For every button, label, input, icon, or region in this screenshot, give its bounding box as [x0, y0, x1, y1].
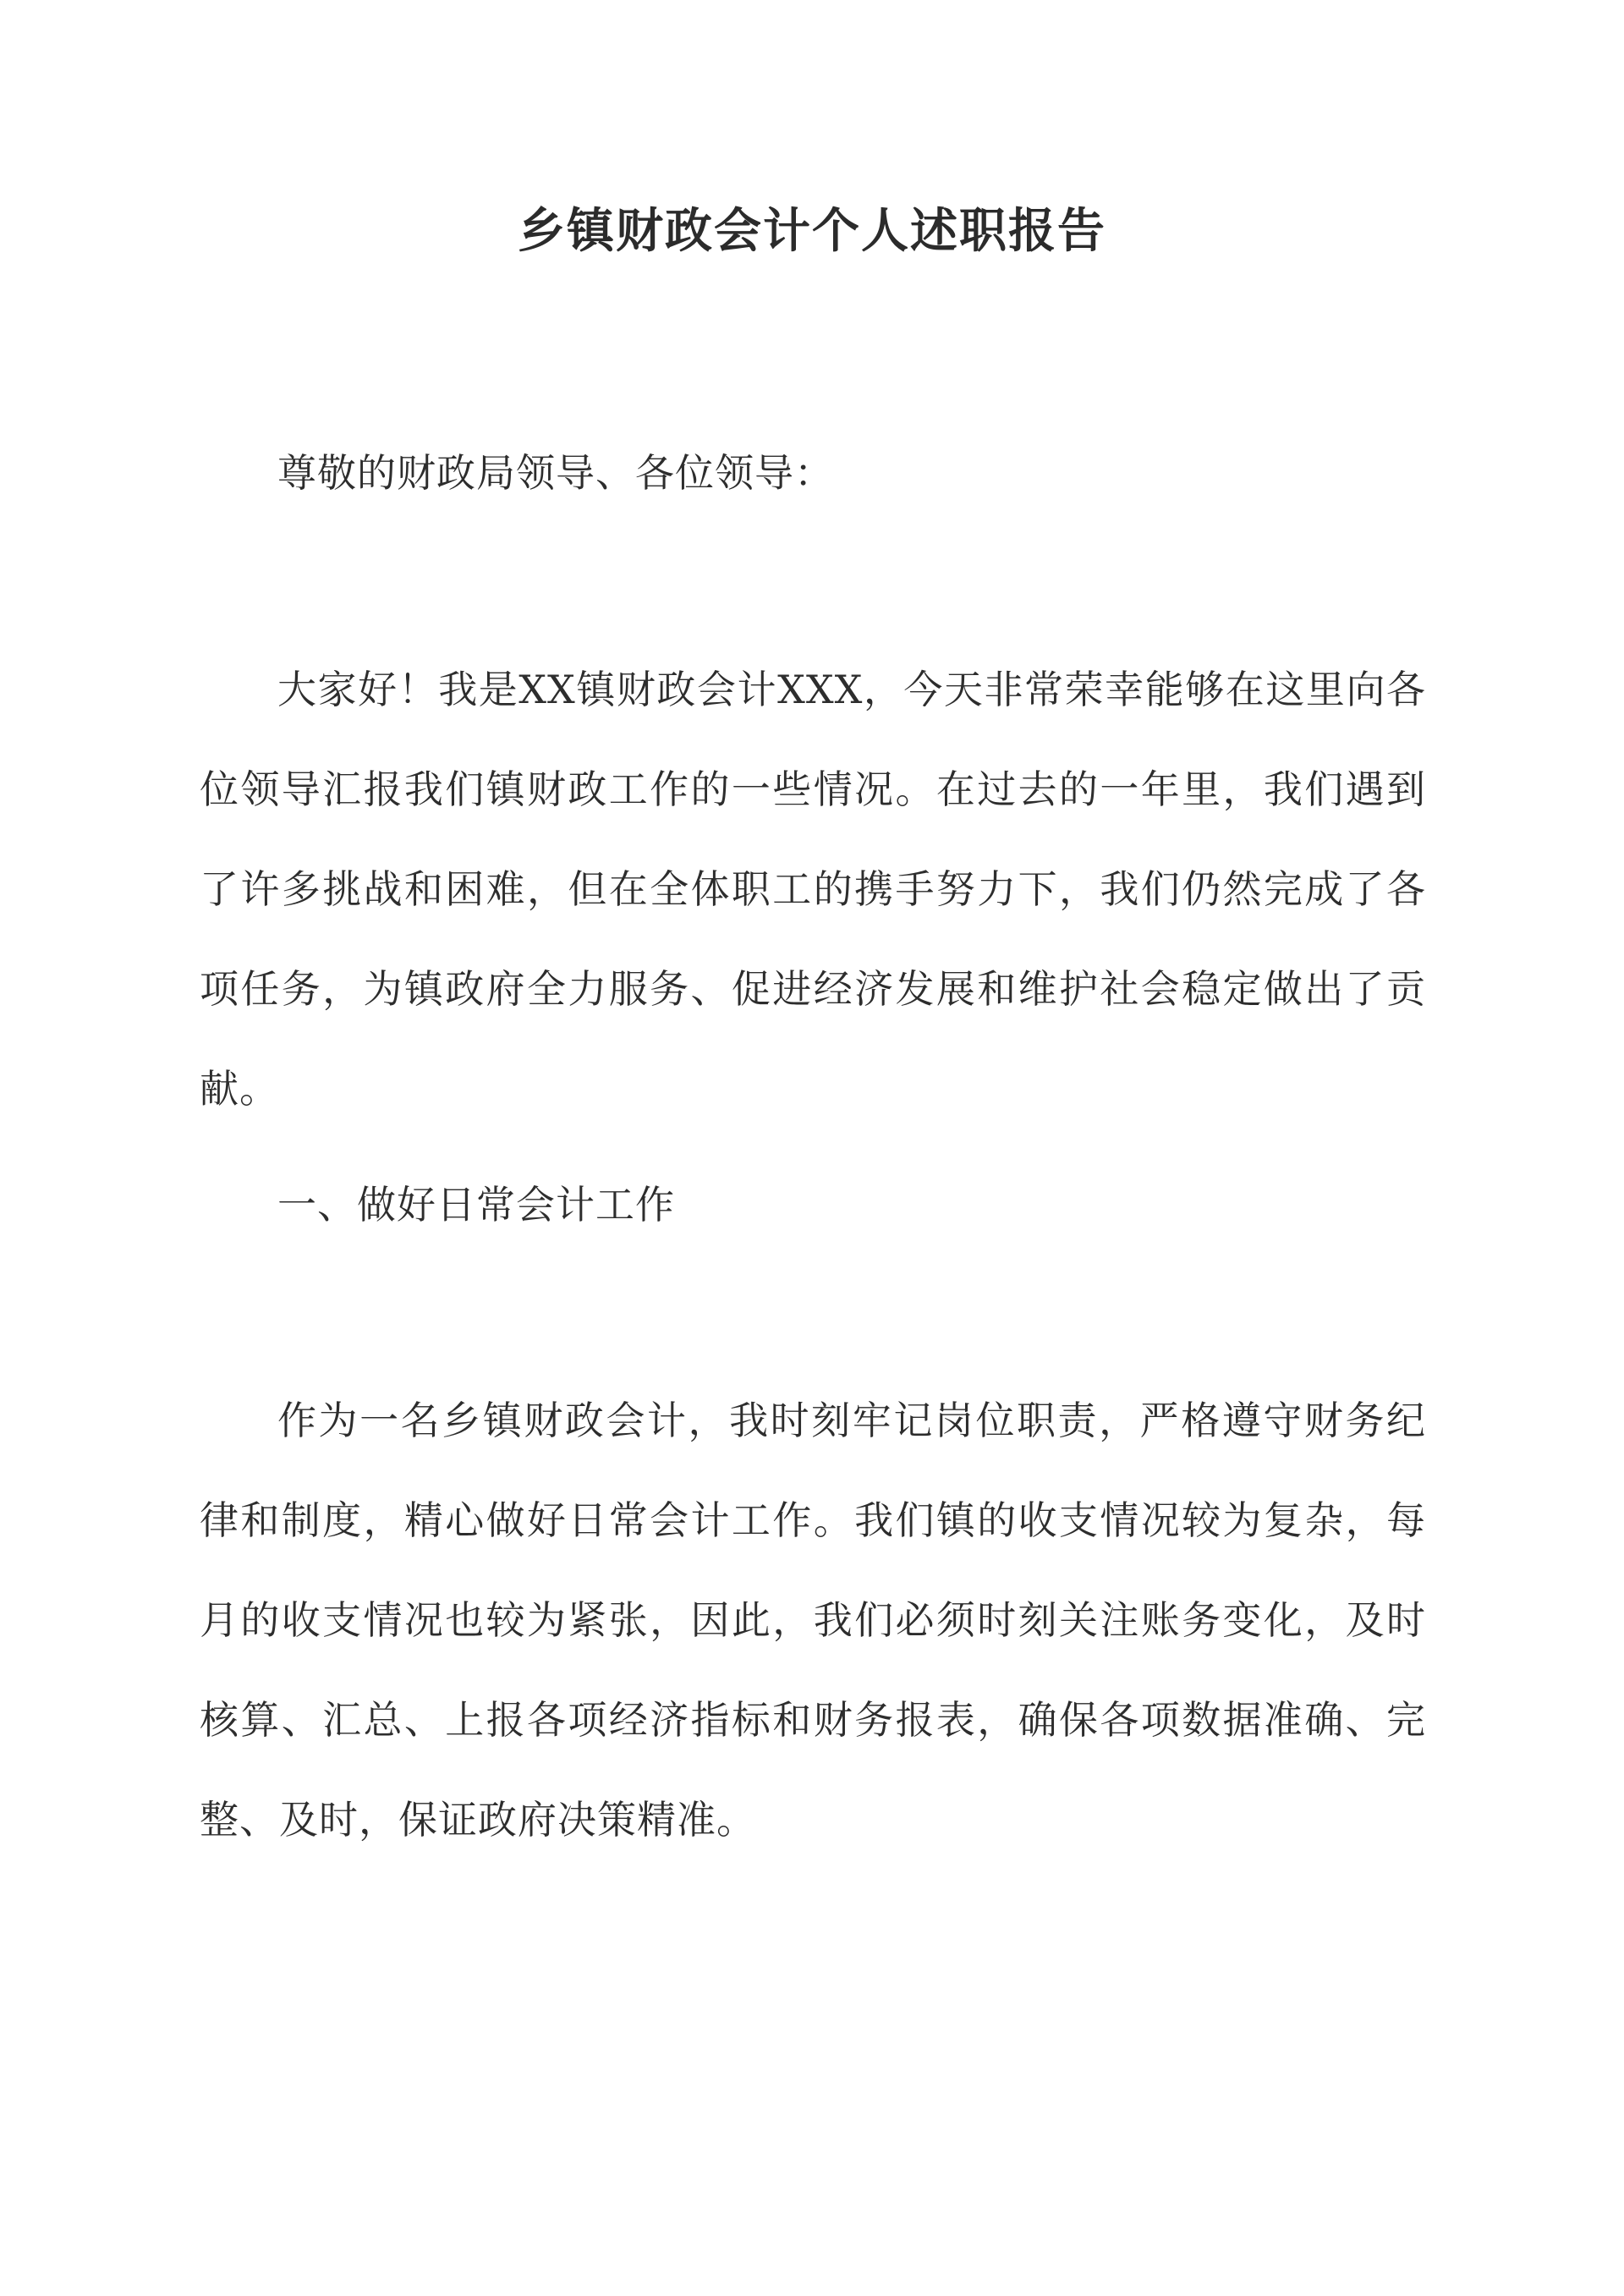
- intro-paragraph: 大家好！我是XX镇财政会计XXX，今天非常荣幸能够在这里向各位领导汇报我们镇财政工作的一些情况。在过去的一年里，我们遇到了许多挑战和困难，但在全体职工的携手努力下，我们仍然完成了各项任务，为镇政府全力服务、促进经济发展和维护社会稳定做出了贡献。: [200, 667, 1426, 1112]
- section-body-paragraph: 作为一名乡镇财政会计，我时刻牢记岗位职责，严格遵守财务纪律和制度，精心做好日常会计工作。我们镇的收支情况较为复杂，每月的收支情况也较为紧张，因此，我们必须时刻关注账务变化，及时核算、汇总、上报各项经济指标和财务报表，确保各项数据准确、完整、及时，保证政府决策精准。: [200, 1398, 1426, 1843]
- document-title: 乡镇财政会计个人述职报告: [518, 203, 1106, 259]
- greeting-paragraph: 尊敬的财政局领导、各位领导：: [277, 450, 834, 496]
- section-heading: 一、做好日常会计工作: [277, 1182, 675, 1228]
